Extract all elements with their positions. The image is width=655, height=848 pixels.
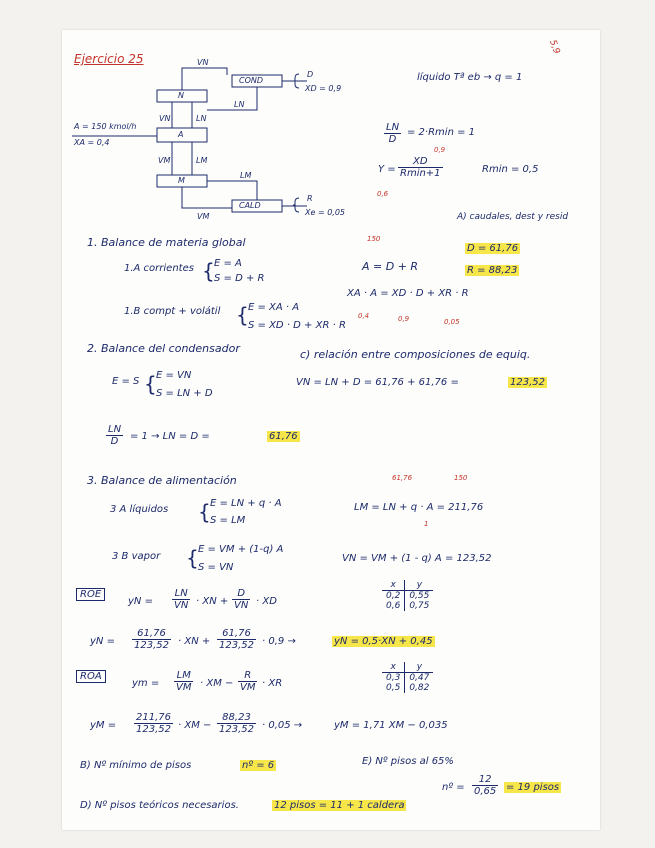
xd-label: XD = 0,9: [305, 84, 342, 93]
s3-heading: 3. Balance de alimentación: [87, 474, 237, 487]
roa-f1-num: LM: [174, 670, 193, 682]
feed-a-label: A = 150 kmol/h: [74, 122, 137, 131]
roa-y2: 0,82: [409, 683, 430, 693]
s1-c04: 0,4: [358, 312, 370, 320]
roa-f3-den: 123,52: [136, 724, 171, 735]
roe-result: yN = 0,5·XN + 0,45: [334, 636, 433, 647]
s3-n1: 61,76: [392, 474, 413, 482]
roe-eq2: yN =: [90, 636, 115, 647]
vm-label-bottom: VM: [197, 212, 210, 221]
roe-y-header: y: [405, 580, 434, 591]
s1-brace: {: [202, 259, 215, 283]
roa-eq2: yM =: [90, 720, 117, 731]
rmin-value: Rmin = 0,5: [482, 164, 539, 175]
s3-l1: E = LN + q · A: [210, 498, 282, 509]
roe-t4: · 0,9 →: [262, 636, 296, 647]
roa-xy-table: [382, 662, 433, 693]
roe-f1-den: VN: [174, 600, 189, 611]
roe-f3: [132, 628, 171, 651]
s1-comp-balance: XA · A = XD · D + XR · R: [347, 288, 469, 299]
roa-f4-num: 88,23: [217, 712, 256, 724]
r-brace: [293, 198, 299, 212]
roe-f3-den: 123,52: [134, 640, 169, 651]
s1-val150: 150: [367, 235, 381, 243]
e-question: E) Nº pisos al 65%: [362, 756, 454, 767]
roe-t2: · XD: [256, 596, 277, 607]
roe-f2-den: VN: [234, 600, 249, 611]
s2-vn-result: 123,52: [510, 377, 545, 388]
roa-f3: [134, 712, 173, 735]
s3-v1: E = VM + (1-q) A: [198, 544, 284, 555]
s1-c005: 0,05: [444, 318, 460, 326]
corner-note: 5,9: [547, 38, 562, 56]
roa-f2-den: VM: [240, 682, 256, 693]
lm-stream: [207, 181, 257, 200]
roe-x-header: x: [382, 580, 405, 591]
roe-y1: 0,55: [409, 591, 430, 601]
roa-f4-den: 123,52: [219, 724, 254, 735]
s1-corrientes: 1.A corrientes: [124, 263, 194, 274]
notebook-page: [62, 30, 600, 830]
roa-x1: 0,3: [382, 673, 405, 684]
s2-c-note: c) relación entre composiciones de equiq.: [300, 348, 531, 361]
y-note-06: 0,6: [377, 190, 389, 198]
s1-ec2: S = XD · D + XR · R: [248, 320, 346, 331]
vn-label: VN: [197, 58, 209, 67]
roa-t4: · 0,05 →: [262, 720, 303, 731]
roa-eq: ym =: [132, 678, 160, 689]
d-result: D = 61,76: [467, 243, 519, 254]
caudales-note: A) caudales, dest y resid: [457, 212, 569, 222]
roa-f2: [238, 670, 257, 693]
s2-e2: S = LN + D: [156, 388, 213, 399]
s3-brace: {: [198, 500, 211, 524]
s2-fraction-numerator: LN: [108, 424, 122, 435]
s3-n2: 150: [454, 474, 468, 482]
roa-f2-num: R: [238, 670, 257, 682]
roa-x-header: x: [382, 662, 405, 673]
y-note-09: 0,9: [434, 146, 446, 154]
roe-f4-den: 123,52: [219, 640, 254, 651]
roa-f1: [174, 670, 193, 693]
roa-label: ROA: [76, 670, 106, 683]
s1-c09: 0,9: [398, 315, 410, 323]
s1-compt: 1.B compt + volátil: [124, 306, 221, 317]
ln-stream: [207, 87, 257, 110]
roe-t3: · XN +: [178, 636, 211, 647]
ratio-eq: = 2·Rmin = 1: [407, 127, 476, 138]
ln-over-d-fraction: [384, 122, 401, 145]
lm-label: LM: [240, 171, 252, 180]
s3-vn-calc: VN = VM + (1 - q) A = 123,52: [342, 553, 492, 564]
fraction-denominator: D: [388, 134, 397, 145]
y-denominator: Rmin+1: [400, 168, 441, 179]
s1-balance: A = D + R: [362, 260, 419, 273]
s2-es: E = S: [112, 376, 140, 387]
s3-vap: 3 B vapor: [112, 551, 161, 562]
roa-result: yM = 1,71 XM − 0,035: [334, 720, 448, 731]
s1-ec1: E = XA · A: [248, 302, 300, 313]
s2-brace: {: [144, 372, 157, 396]
roe-f3-num: 61,76: [132, 628, 171, 640]
s2-ln-d-fraction: [106, 424, 123, 447]
s3-v2: S = VN: [198, 562, 234, 573]
roe-x1: 0,2: [382, 591, 405, 602]
n-label: N: [178, 91, 184, 100]
xr-label: Xe = 0,05: [305, 208, 346, 217]
d-final-result: 12 pisos = 11 + 1 caldera: [274, 800, 405, 811]
fraction-numerator: LN: [386, 122, 400, 133]
s2-ln-eq: = 1 → LN = D =: [130, 431, 210, 442]
cond-label: COND: [239, 76, 264, 85]
s2-e1: E = VN: [156, 370, 192, 381]
s2-vn-calc: VN = LN + D = 61,76 + 61,76 =: [296, 377, 459, 388]
e-eq: nº =: [442, 782, 465, 793]
r-label: R: [307, 194, 313, 203]
s3-l2: S = LM: [210, 515, 246, 526]
roa-f3-num: 211,76: [136, 712, 171, 723]
roa-t1: · XM −: [200, 678, 234, 689]
s2-fraction-denominator: D: [110, 436, 119, 447]
vm-stream: [182, 187, 232, 208]
s1-eq2: S = D + R: [214, 273, 265, 284]
ln-label-mid: LN: [196, 114, 207, 123]
roe-f4: [217, 628, 256, 651]
liquido-note: líquido Tª eb → q = 1: [417, 72, 523, 83]
cald-label: CALD: [239, 201, 261, 210]
vn-label-mid: VN: [159, 114, 171, 123]
roe-t1: · XN +: [196, 596, 229, 607]
ln-label-top: LN: [234, 100, 245, 109]
roa-y-header: y: [405, 662, 434, 673]
y-numerator: XD: [398, 156, 443, 168]
b-question: B) Nº mínimo de pisos: [80, 760, 192, 771]
e-result: = 19 pisos: [506, 782, 560, 793]
s3-n3: 1: [424, 520, 429, 528]
roa-f4: [217, 712, 256, 735]
e-fraction: [472, 774, 498, 797]
r-result: R = 88,23: [467, 265, 518, 276]
y-fraction: [398, 156, 443, 179]
s1-eq1: E = A: [214, 258, 242, 269]
exercise-title: Ejercicio 25: [74, 52, 144, 66]
roe-f1: [172, 588, 190, 611]
s3-liq: 3 A líquidos: [110, 504, 169, 515]
s3-lm-calc: LM = LN + q · A = 211,76: [354, 502, 484, 513]
s1-brace-2: {: [236, 303, 249, 327]
roe-f2-num: D: [232, 588, 250, 600]
roe-f4-num: 61,76: [217, 628, 256, 640]
feed-xa-label: XA = 0,4: [74, 138, 110, 147]
e-fraction-num: 12: [472, 774, 498, 786]
a-box-label: A: [178, 130, 184, 139]
s1-heading: 1. Balance de materia global: [87, 236, 246, 249]
vm-label-mid: VM: [158, 156, 171, 165]
roe-y2: 0,75: [409, 601, 430, 611]
s2-ln-result: 61,76: [269, 431, 298, 442]
roa-t2: · XR: [262, 678, 283, 689]
d-label: D: [307, 70, 314, 79]
e-fraction-den: 0,65: [474, 786, 497, 797]
s2-heading: 2. Balance del condensador: [87, 342, 240, 355]
roa-t3: · XM −: [178, 720, 212, 731]
m-label: M: [178, 176, 185, 185]
roa-y1: 0,47: [409, 673, 430, 683]
s3-brace-2: {: [186, 546, 199, 570]
roe-f1-num: LN: [172, 588, 190, 600]
roe-x2: 0,6: [382, 601, 405, 611]
d-question: D) Nº pisos teóricos necesarios.: [80, 800, 239, 811]
roa-x2: 0,5: [382, 683, 405, 693]
lm-label-mid: LM: [196, 156, 208, 165]
roe-eq: yN =: [128, 596, 153, 607]
y-eq: Y =: [378, 164, 396, 175]
roe-f2: [232, 588, 250, 611]
roa-f1-den: VM: [176, 682, 192, 693]
vn-stream: [182, 68, 227, 90]
roe-label: ROE: [76, 588, 105, 601]
b-result: nº = 6: [242, 760, 275, 771]
roe-xy-table: [382, 580, 433, 611]
